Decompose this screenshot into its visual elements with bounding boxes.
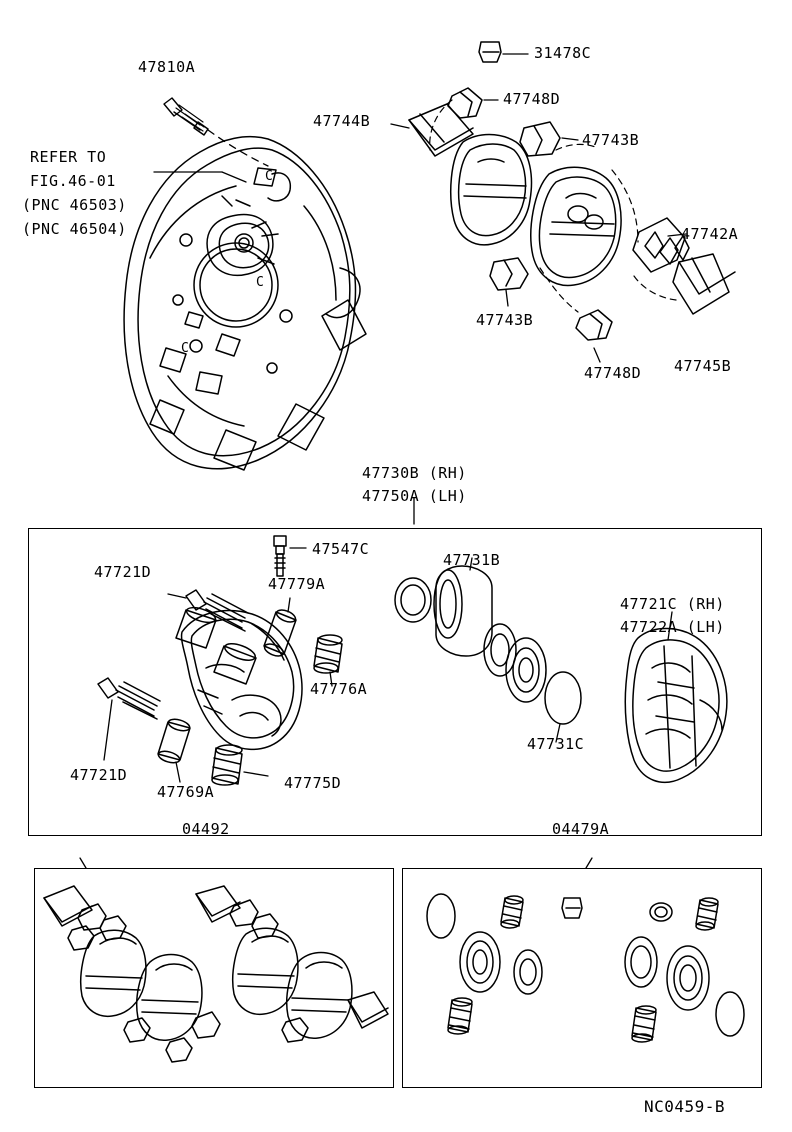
label-04479A: 04479A [552,820,610,838]
label-31478C: 31478C [534,44,592,62]
middle-heading-lh: 47750A (LH) [362,487,467,505]
refer-note-line2: FIG.46-01 [30,172,116,190]
middle-heading-rh: 47730B (RH) [362,464,467,482]
label-47731B: 47731B [443,551,501,569]
svg-text:C: C [265,169,273,184]
label-47779A: 47779A [268,575,326,593]
svg-text:C: C [256,275,264,290]
label-47743B-bottom: 47743B [476,311,534,329]
svg-text:C: C [181,341,189,356]
label-47721D-top: 47721D [94,563,152,581]
label-47721D-bottom: 47721D [70,766,128,784]
label-47731C: 47731C [527,735,585,753]
plug-31478C [479,42,528,62]
label-47748D-top: 47748D [503,90,561,108]
label-47744B: 47744B [313,112,371,130]
label-47776A: 47776A [310,680,368,698]
label-04492: 04492 [182,820,230,838]
label-47769A: 47769A [157,783,215,801]
label-47743B-top: 47743B [582,131,640,149]
figure-code: NC0459-B [644,1097,726,1116]
label-47547C: 47547C [312,540,370,558]
kit-04492-box [34,868,394,1088]
refer-note-line4: (PNC 46504) [22,220,127,238]
refer-note-line1: REFER TO [30,148,107,166]
label-47742A: 47742A [681,225,739,243]
label-47721C-RH: 47721C (RH) [620,595,725,613]
label-47748D-bottom: 47748D [584,364,642,382]
kit-04479A-box [402,868,762,1088]
label-47745B: 47745B [674,357,732,375]
label-47775D: 47775D [284,774,342,792]
label-47810A: 47810A [138,58,196,76]
bolt-47810A [164,98,208,135]
refer-note-line3: (PNC 46503) [22,196,127,214]
label-47722A-LH: 47722A (LH) [620,618,725,636]
